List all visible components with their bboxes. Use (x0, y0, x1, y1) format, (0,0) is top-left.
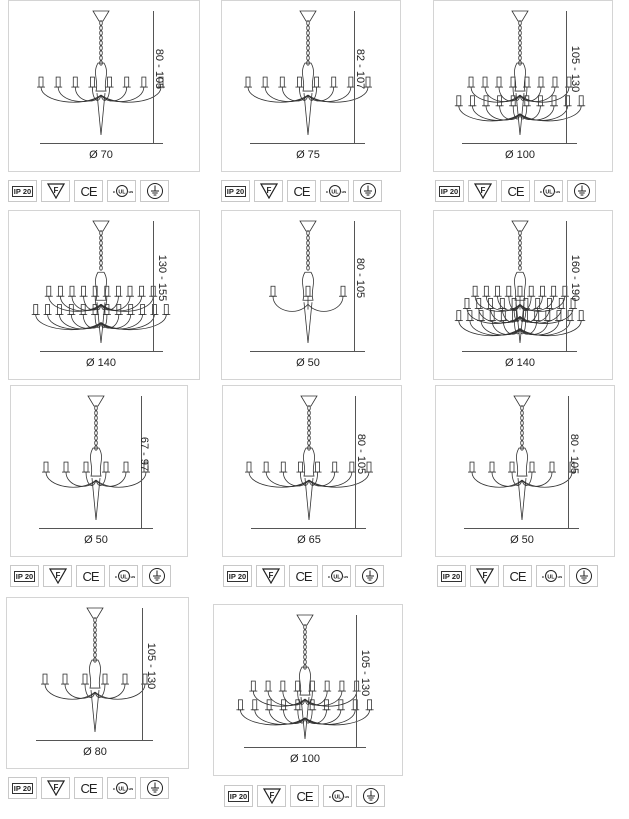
diameter-dimension: Ø 50 (510, 534, 534, 546)
certification-icons (224, 785, 385, 807)
chandelier-drawing (236, 615, 373, 739)
ip20-icon: IP 20 (8, 180, 37, 202)
ground-icon (140, 777, 169, 799)
svg-text:c: c (112, 786, 115, 791)
svg-text:UL: UL (332, 574, 341, 581)
product-card (6, 597, 189, 769)
height-dimension: 105 - 130 (569, 45, 582, 93)
certification-icons (8, 777, 169, 799)
ce-mark-icon: CE (501, 180, 530, 202)
ce-mark-icon: CE (76, 565, 105, 587)
height-dimension: 67 - 97 (138, 436, 151, 472)
diameter-dimension-line (40, 143, 163, 144)
ce-mark-icon: CE (289, 565, 318, 587)
product-card (10, 385, 188, 557)
svg-text:UL: UL (544, 189, 553, 196)
height-dimension: 80 - 105 (354, 257, 367, 299)
ul-listed-icon (109, 565, 138, 587)
diameter-dimension: Ø 140 (505, 357, 535, 369)
ce-mark-icon: CE (287, 180, 316, 202)
svg-text:us: us (555, 189, 560, 194)
diameter-dimension-line (244, 747, 366, 748)
ul-listed-icon (323, 785, 352, 807)
svg-text:us: us (557, 574, 562, 579)
product-card (213, 604, 403, 776)
ip20-icon: IP 20 (435, 180, 464, 202)
product-card (221, 0, 401, 172)
diameter-dimension-line (39, 528, 153, 529)
product-card (433, 0, 613, 172)
diameter-dimension-line (250, 143, 365, 144)
ground-icon (142, 565, 171, 587)
ip20-icon: IP 20 (221, 180, 250, 202)
height-dimension: 105 - 130 (359, 649, 372, 697)
chandelier-drawing (37, 11, 165, 135)
diameter-dimension-line (462, 351, 577, 352)
diameter-dimension: Ø 140 (86, 357, 116, 369)
chandelier-drawing (269, 221, 347, 343)
svg-text:UL: UL (330, 189, 339, 196)
ce-mark-icon: CE (503, 565, 532, 587)
ground-icon (353, 180, 382, 202)
height-dimension: 80 - 105 (355, 433, 368, 475)
diameter-dimension: Ø 100 (505, 149, 535, 161)
svg-text:F: F (482, 571, 487, 580)
diameter-dimension: Ø 80 (83, 746, 107, 758)
diameter-dimension-line (250, 351, 365, 352)
diameter-dimension: Ø 50 (296, 357, 320, 369)
ul-listed-icon (534, 180, 563, 202)
ip20-icon: IP 20 (10, 565, 39, 587)
chandelier-drawing (32, 221, 171, 343)
certification-icons (437, 565, 598, 587)
svg-text:F: F (55, 571, 60, 580)
svg-text:c: c (325, 189, 328, 194)
svg-text:UL: UL (119, 574, 128, 581)
ground-icon (355, 565, 384, 587)
diameter-dimension: Ø 70 (89, 149, 113, 161)
svg-text:UL: UL (117, 786, 126, 793)
ul-listed-icon (536, 565, 565, 587)
f-mark-icon (256, 565, 285, 587)
ground-icon (140, 180, 169, 202)
height-dimension: 80 - 105 (568, 433, 581, 475)
svg-text:us: us (341, 189, 346, 194)
svg-text:UL: UL (333, 794, 342, 801)
certification-icons (435, 180, 596, 202)
f-mark-icon (468, 180, 497, 202)
chandelier-drawing (42, 396, 150, 520)
svg-text:c: c (539, 189, 542, 194)
ce-mark-icon: CE (74, 777, 103, 799)
svg-text:c: c (327, 574, 330, 579)
svg-text:c: c (114, 574, 117, 579)
product-card (433, 210, 613, 380)
svg-text:F: F (268, 571, 273, 580)
f-mark-icon (257, 785, 286, 807)
f-mark-icon (470, 565, 499, 587)
product-card (435, 385, 615, 557)
svg-text:UL: UL (546, 574, 555, 581)
svg-text:us: us (344, 794, 349, 799)
svg-text:c: c (541, 574, 544, 579)
diameter-dimension-line (36, 740, 153, 741)
height-dimension-line (566, 11, 567, 143)
svg-text:F: F (53, 186, 58, 195)
chandelier-drawing (468, 396, 576, 520)
certification-icons (8, 180, 169, 202)
ul-listed-icon (107, 180, 136, 202)
ip20-icon: IP 20 (224, 785, 253, 807)
chandelier-drawing (41, 608, 149, 732)
diameter-dimension-line (462, 143, 577, 144)
product-card (222, 385, 402, 557)
height-dimension-line (356, 615, 357, 747)
ip20-icon: IP 20 (437, 565, 466, 587)
svg-text:us: us (343, 574, 348, 579)
ce-mark-icon: CE (74, 180, 103, 202)
ul-listed-icon (107, 777, 136, 799)
diameter-dimension: Ø 75 (296, 149, 320, 161)
chandelier-drawing (244, 11, 372, 135)
diameter-dimension: Ø 100 (290, 753, 320, 765)
diameter-dimension-line (251, 528, 366, 529)
height-dimension-line (142, 608, 143, 740)
height-dimension-line (153, 221, 154, 351)
diameter-dimension-line (40, 351, 163, 352)
ground-icon (356, 785, 385, 807)
height-dimension-line (566, 221, 567, 351)
product-card (8, 210, 200, 380)
height-dimension: 105 - 130 (145, 642, 158, 690)
ground-icon (569, 565, 598, 587)
svg-text:us: us (128, 189, 133, 194)
f-mark-icon (41, 180, 70, 202)
diameter-dimension: Ø 50 (84, 534, 108, 546)
ip20-icon: IP 20 (8, 777, 37, 799)
svg-text:F: F (266, 186, 271, 195)
ip20-icon: IP 20 (223, 565, 252, 587)
f-mark-icon (254, 180, 283, 202)
svg-text:us: us (130, 574, 135, 579)
ul-listed-icon (322, 565, 351, 587)
svg-text:F: F (53, 783, 58, 792)
certification-icons (221, 180, 382, 202)
product-card (221, 210, 401, 380)
chandelier-drawing (245, 396, 373, 520)
ground-icon (567, 180, 596, 202)
certification-icons (223, 565, 384, 587)
svg-text:UL: UL (117, 189, 126, 196)
height-dimension: 160 - 190 (569, 254, 582, 302)
svg-text:F: F (269, 791, 274, 800)
svg-text:c: c (328, 794, 331, 799)
diameter-dimension: Ø 65 (297, 534, 321, 546)
svg-text:c: c (112, 189, 115, 194)
ul-listed-icon (320, 180, 349, 202)
svg-text:us: us (128, 786, 133, 791)
f-mark-icon (43, 565, 72, 587)
height-dimension: 82 - 107 (354, 48, 367, 90)
ce-mark-icon: CE (290, 785, 319, 807)
svg-text:F: F (480, 186, 485, 195)
diameter-dimension-line (464, 528, 579, 529)
certification-icons (10, 565, 171, 587)
product-card (8, 0, 200, 172)
height-dimension: 130 - 155 (156, 254, 169, 302)
height-dimension: 80 - 105 (153, 48, 166, 90)
f-mark-icon (41, 777, 70, 799)
